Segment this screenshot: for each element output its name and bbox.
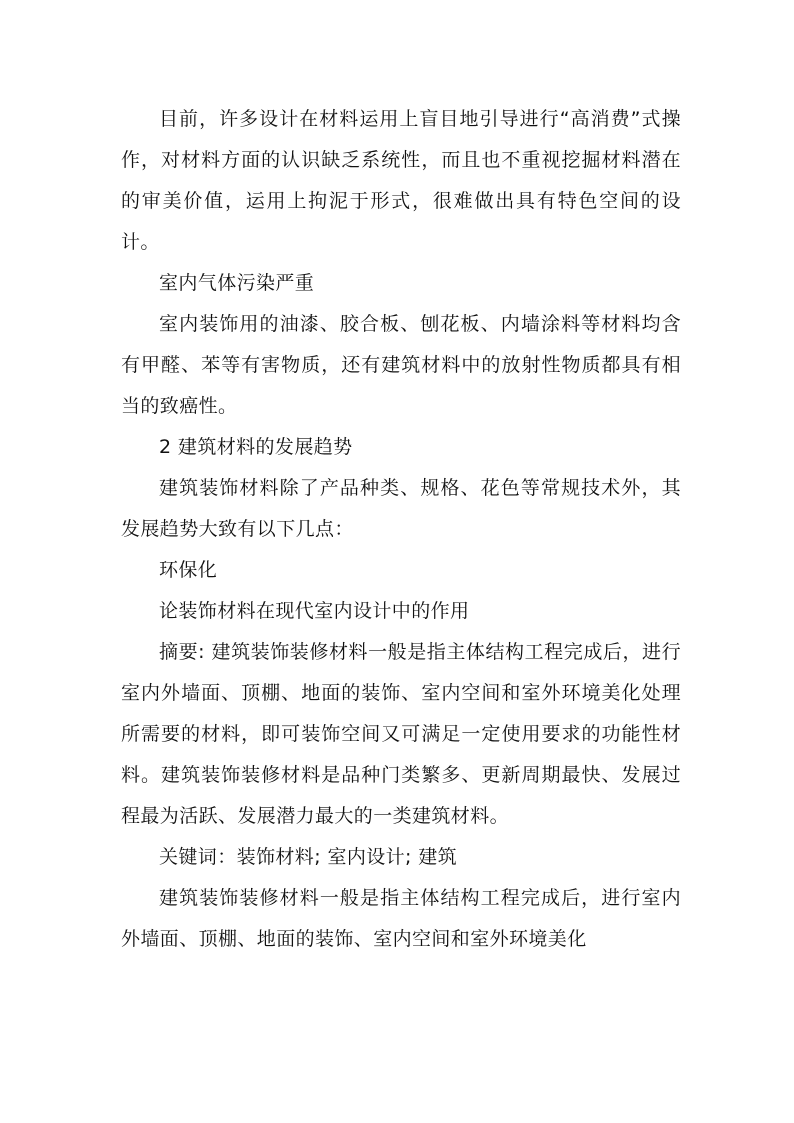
paragraph-material-misuse: 目前，许多设计在材料运用上盲目地引导进行“高消费”式操作，对材料方面的认识缺乏系统性，而且也不重视挖掘材料潜在的审美价值，运用上拘泥于形式，很难做出具有特色空间的设计。: [121, 108, 681, 253]
heading-development-trends: 2 建筑材料的发展趋势: [159, 436, 353, 458]
document-body: [121, 99, 681, 960]
paragraph-trends-intro: 建筑装饰材料除了产品种类、规格、花色等常规技术外，其发展趋势大致有以下几点：: [121, 477, 681, 540]
paragraph-keywords: 关键词：装饰材料; 室内设计; 建筑: [159, 846, 458, 868]
heading-indoor-air-pollution: 室内气体污染严重: [159, 272, 315, 294]
article-title: 论装饰材料在现代室内设计中的作用: [159, 600, 470, 622]
paragraph-body-start: 建筑装饰装修材料一般是指主体结构工程完成后，进行室内外墙面、顶棚、地面的装饰、室内空间和室外环境美化: [121, 887, 681, 950]
paragraph-abstract: 摘要: 建筑装饰装修材料一般是指主体结构工程完成后，进行室内外墙面、顶棚、地面的装饰、室内空间和室外环境美化处理所需要的材料，即可装饰空间又可满足一定使用要求的功能性材料。建筑装饰装修材料是品种门类繁多、更新周期最快、发展过程最为活跃、发展潜力最大的一类建筑材料。: [121, 641, 681, 827]
paragraph-harmful-substances: 室内装饰用的油漆、胶合板、刨花板、内墙涂料等材料均含有甲醛、苯等有害物质，还有建筑材料中的放射性物质都具有相当的致癌性。: [121, 313, 681, 417]
heading-environmental: 环保化: [159, 559, 218, 581]
